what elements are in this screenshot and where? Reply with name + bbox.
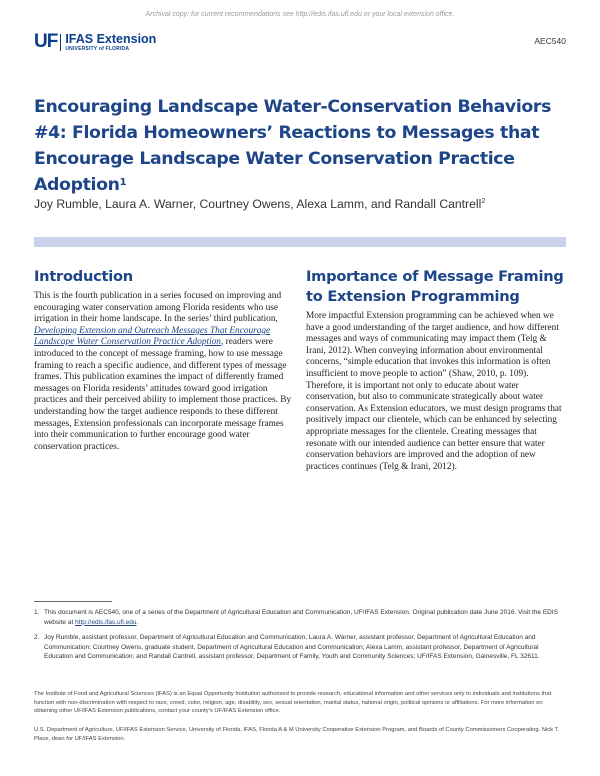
logo-name: IFAS Extension <box>65 32 157 46</box>
footnote-number: 1. <box>34 609 40 616</box>
logo-text <box>65 33 156 52</box>
intro-heading: Introduction <box>34 268 133 285</box>
footnote-1 <box>34 608 566 627</box>
logo-university: UNIVERSITY of FLORIDA <box>65 46 130 52</box>
authors-text: Joy Rumble, Laura A. Warner, Courtney Owens, Alexa Lamm, and Randall Cantrell <box>34 197 482 211</box>
footnotes <box>34 608 566 668</box>
document-title <box>34 94 574 198</box>
framing-heading: Importance of Message Framing to Extension Programming <box>306 268 564 305</box>
document-code: AEC540 <box>534 36 566 46</box>
equal-opportunity-statement: The Institute of Food and Agricultural Sciences (IFAS) is an Equal Opportunity Institution authorized to provide research, educational information and other services only to individuals and institutions that function with non-discrimination with respect to race, creed, color, religion, age, disability, sex, sexual orientation, marital status, national origin, political opinions or affiliations. For more information on obtaining other UF/IFAS Extension publications, contact your county’s UF/IFAS Extension office. <box>34 691 552 714</box>
framing-paragraph: More impactful Extension programming can be achieved when we have a good understanding of the target audience, and how different messages and ways of communicating may impact them (Telg & Irani, 2012). When conveying information about environmental concerns, “simple education that invokes this information is often insufficient to move people to action” (Shaw, 2010, p. 109). Therefore, it is important not only to educate about water conservation, but also to communicate strategically about water conservation. As Extension educators, we must design programs that positively impact our clientele, which can be enhanced by selecting appropriate messages for the clientele. Creating messages that resonate with our intended audience can better ensure that water conservation behaviors are improved and the adoption of new practices continues (Telg & Irani, 2012). <box>306 311 562 472</box>
footnote-text <box>44 608 566 627</box>
right-column <box>306 267 567 473</box>
title-text: Encouraging Landscape Water-Conservation Behaviors #4: Florida Homeowners’ Reactions to Messages that Encourage Landscape Water Conservation Practice Adoption <box>34 97 552 195</box>
footnote-1-end: . <box>136 618 139 626</box>
author-list <box>34 197 574 211</box>
footnote-2 <box>34 633 566 662</box>
intro-text-end: , readers were introduced to the concept of message framing, how to use message framing to reach a specific audience, and different types of message frames. This publication examines the impact of differently framed messages on Florida residents’ attitudes toward good irrigation practices and their perceived ability to implement those practices. By understanding how the target audience responds to these different messages, Extension professionals can incorporate message frames into their communication to further encourage good water conservation practices. <box>34 337 292 452</box>
footnote-divider <box>34 601 112 602</box>
header-rule-band <box>34 237 566 247</box>
intro-paragraph <box>34 291 295 453</box>
footnote-number: 2. <box>34 634 40 642</box>
uf-ifas-extension-logo[interactable] <box>34 33 156 52</box>
authors-footnote-marker[interactable]: 2 <box>481 197 486 205</box>
logo-divider <box>60 34 61 51</box>
archive-notice: Archival copy: for current recommendations see http://edis.ifas.ufl.edu or your local extension office. <box>145 11 455 18</box>
intro-text-start: This is the fourth publication in a series focused on improving and encouraging water conservation among Florida residents who use irrigation in their home landscape. In the series’ third publication, <box>34 291 282 325</box>
footnote-text: Joy Rumble, assistant professor, Department of Agricultural Education and Communication; Laura A. Warner, assistant professor, Department of Agricultural Education and Communication; Courtney Owens, graduate student, Department of Agricultural Education and Communication; Alexa Lamm, assistant professor, Department of Agricultural Education and Communication; and Randall Cantrell, assistant professor, Department of Family, Youth and Community Sciences; UF/IFAS Extension, Gainesville, FL 32611. <box>44 634 540 661</box>
logo-uf-mark: UF <box>34 31 58 52</box>
third-publication-link[interactable]: Developing Extension and Outreach Messages That Encourage Landscape Water Conservation Practice Adoption <box>34 325 271 348</box>
footnote-1-text: This document is AEC540, one of a series of the Department of Agricultural Education and Communication, UF/IFAS Extension. Original publication date June 2016. Visit the EDIS website at <box>44 609 559 626</box>
edis-website-link[interactable]: http://edis.ifas.ufl.edu <box>75 618 137 626</box>
left-column <box>34 267 295 453</box>
usda-statement: U.S. Department of Agriculture, UF/IFAS Extension Service, University of Florida, IFAS, Florida A & M University Cooperative Extension Program, and Boards of County Commissioners Cooperating. Nick T. Place, dean for UF/IFAS Extension. <box>34 727 560 742</box>
title-footnote-marker[interactable]: 1 <box>119 177 127 188</box>
